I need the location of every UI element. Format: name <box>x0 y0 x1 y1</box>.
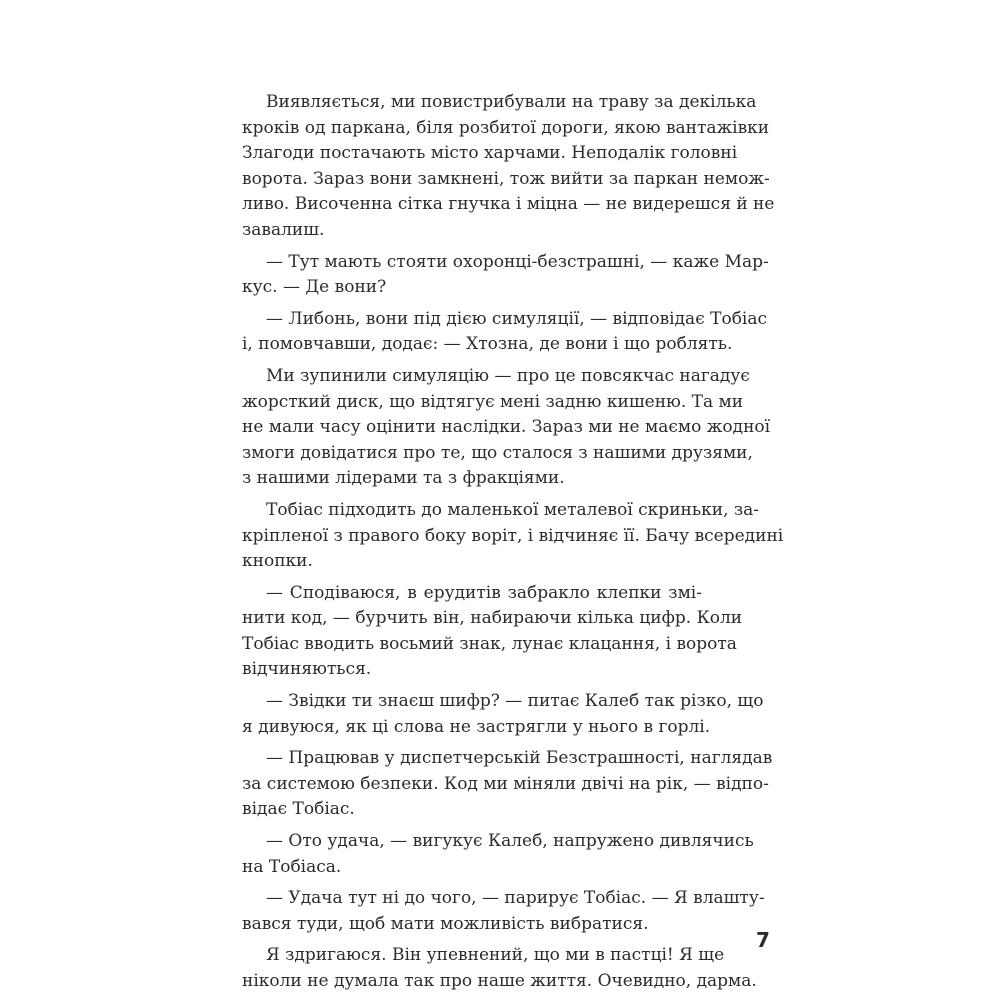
text-line: — Звідки ти знаєш шифр? — питає Калеб так різко, що <box>266 691 764 712</box>
text-line: я дивуюся, як ці слова не застрягли у нього в горлі. <box>242 716 711 737</box>
text-line: змоги довідатися про те, що сталося з нашими друзями, <box>242 442 753 463</box>
text-line: — Працював у диспетчерській Безстрашності, наглядав <box>266 748 773 769</box>
paragraph <box>242 829 754 880</box>
paragraph <box>242 307 768 358</box>
text-line: жорсткий диск, що відтягує мені задню кишеню. Та ми <box>242 391 744 412</box>
text-line: ніколи не думала так про наше життя. Очевидно, дарма. <box>242 971 757 991</box>
text-line: з нашими лідерами та з фракціями. <box>242 468 565 489</box>
text-line: Злагоди постачають місто харчами. Неподалік головні <box>242 143 738 164</box>
text-line: ливо. Височенна сітка гнучка і міцна — не видерешся й не <box>242 194 775 215</box>
text-line: Виявляється, ми повистрибували на траву за декілька <box>266 92 757 112</box>
text-line: ворота. Зараз вони замкнені, тож вийти за паркан немож- <box>242 168 770 189</box>
page-number: 7 <box>756 928 770 952</box>
body-text <box>242 90 784 1001</box>
paragraph <box>242 943 757 994</box>
text-line: нити код, — бурчить він, набираючи кілька цифр. Коли <box>242 608 743 629</box>
text-line: за системою безпеки. Код ми міняли двічі на рік, — відпо- <box>242 773 769 794</box>
text-line: Тобіас підходить до маленької металевої скриньки, за- <box>266 499 760 520</box>
text-line: Я здригаюся. Він упевнений, що ми в пастці! Я ще <box>266 945 725 966</box>
text-line: і, помовчавши, додає: — Хтозна, де вони і що роблять. <box>242 334 733 355</box>
text-line: Ми зупинили симуляцію — про це повсякчас нагадує <box>266 365 750 386</box>
paragraph <box>242 364 771 492</box>
text-line: кроків од паркана, біля розбитої дороги, якою вантажівки <box>242 117 770 138</box>
paragraph <box>242 746 773 823</box>
paragraph <box>242 689 764 740</box>
text-line: — Ото удача, — вигукує Калеб, напружено дивлячись <box>266 831 754 852</box>
paragraph <box>242 498 784 575</box>
paragraph <box>242 581 743 683</box>
text-line: відчиняються. <box>242 659 372 680</box>
text-line: завалиш. <box>242 219 325 240</box>
paragraph <box>242 90 775 244</box>
text-line: не мали часу оцінити наслідки. Зараз ми не маємо жодної <box>242 417 771 438</box>
text-line: на Тобіаса. <box>242 856 342 877</box>
text-line: — Тут мають стояти охоронці-безстрашні, — каже Мар- <box>266 251 769 272</box>
paragraph <box>242 250 769 301</box>
text-line: кріпленої з правого боку воріт, і відчиняє її. Бачу всередині <box>242 525 784 546</box>
text-line: — Либонь, вони під дією симуляції, — відповідає Тобіас <box>266 308 768 329</box>
text-line: кнопки. <box>242 551 313 572</box>
paragraph <box>242 886 765 937</box>
text-line: кус. — Де вони? <box>242 277 387 298</box>
text-line: — Удача тут ні до чого, — парирує Тобіас. — Я влашту- <box>266 888 765 909</box>
text-line: вався туди, щоб мати можливість вибратися. <box>242 913 649 934</box>
text-line: — Сподіваюся, в ерудитів забракло клепки змі- <box>266 582 702 603</box>
text-line: Тобіас вводить восьмий знак, лунає клацання, і ворота <box>242 633 737 654</box>
text-line: відає Тобіас. <box>242 799 355 820</box>
